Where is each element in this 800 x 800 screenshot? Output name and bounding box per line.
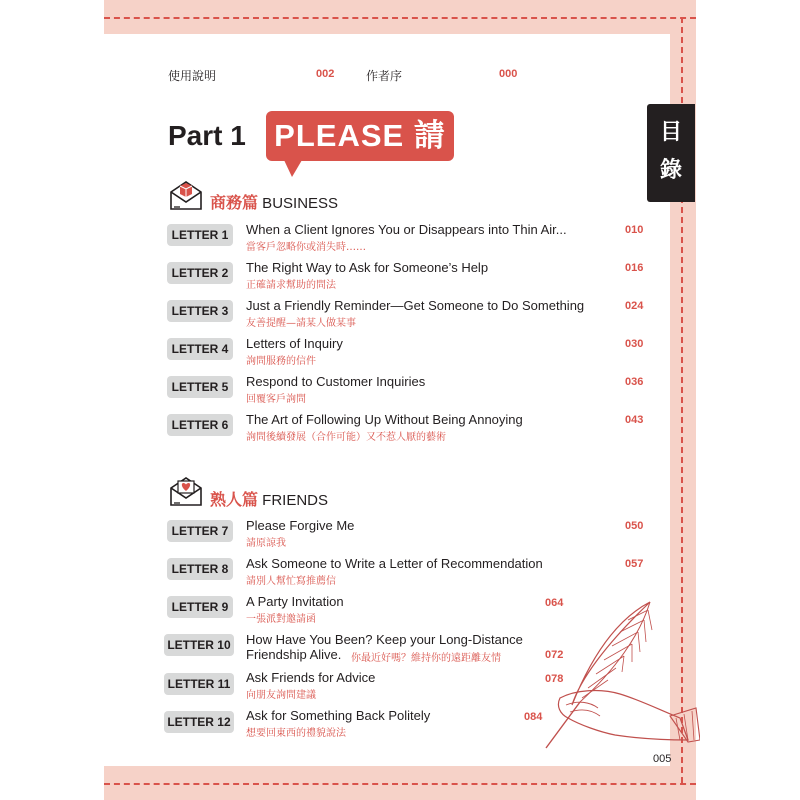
part-title: Part 1: [168, 120, 246, 151]
letter-badge: LETTER 2: [167, 262, 233, 284]
section-friends-en: FRIENDS: [258, 492, 329, 509]
letter-page: 024: [625, 300, 644, 312]
letter-badge: LETTER 12: [164, 711, 234, 733]
letter-title-en-line2[interactable]: Friendship Alive.: [246, 647, 342, 662]
letter-page: 057: [625, 558, 644, 570]
letter-badge: LETTER 10: [164, 634, 234, 656]
letter-badge: LETTER 9: [167, 596, 233, 618]
letter-title-en[interactable]: Ask for Something Back Politely: [246, 708, 431, 723]
letter-title-zh: 向朋友詢問建議: [246, 690, 316, 701]
envelope-box-icon: [168, 178, 204, 212]
letter-title-en[interactable]: A Party Invitation: [246, 594, 344, 609]
letter-badge: LETTER 4: [167, 338, 233, 360]
letter-title-zh: 當客戶忽略你或消失時……: [246, 242, 366, 253]
letter-page: 072: [545, 649, 564, 661]
letter-title-zh: 詢問後續發展（合作可能）又不惹人厭的藝術: [246, 432, 446, 443]
letter-page: 084: [524, 711, 543, 723]
letter-title-en[interactable]: How Have You Been? Keep your Long-Distance: [246, 632, 523, 647]
letter-title-en[interactable]: Letters of Inquiry: [246, 336, 343, 351]
envelope-heart-icon: [168, 474, 204, 508]
toc-tab-char-1: 目: [659, 120, 682, 145]
toc-tab-char-2: 錄: [659, 158, 682, 183]
letter-title-zh: 回覆客戶詢問: [246, 394, 306, 405]
letter-title-en[interactable]: Just a Friendly Reminder—Get Someone to Do Something: [246, 298, 585, 313]
section-business-heading: [210, 190, 338, 213]
letter-title-zh: 請別人幫忙寫推薦信: [246, 576, 336, 587]
letter-title-en[interactable]: The Right Way to Ask for Someone’s Help: [246, 260, 489, 275]
toc-tab: [647, 104, 695, 202]
letter-title-zh: 一張派對邀請函: [246, 614, 316, 625]
letter-page: 064: [545, 597, 564, 609]
letter-title-en[interactable]: Respond to Customer Inquiries: [246, 374, 426, 389]
letter-badge: LETTER 6: [167, 414, 233, 436]
intro-preface-label: 作者序: [366, 69, 403, 83]
bubble-tail: [284, 160, 302, 177]
section-business-en: BUSINESS: [258, 195, 339, 212]
letter-page: 043: [625, 414, 644, 426]
letter-badge: LETTER 7: [167, 520, 233, 542]
intro-usage-page: 002: [316, 68, 335, 80]
letter-page: 078: [545, 673, 564, 685]
top-dashed-border: [104, 17, 696, 19]
intro-preface-page: 000: [499, 68, 518, 80]
letter-title-zh: 詢問服務的信件: [246, 356, 316, 367]
intro-usage-label: 使用說明: [168, 69, 217, 83]
letter-title-zh: 友善提醒—請某人做某事: [246, 318, 356, 329]
letter-badge: LETTER 5: [167, 376, 233, 398]
letter-title-en[interactable]: When a Client Ignores You or Disappears into Thin Air...: [246, 222, 567, 237]
letter-title-zh: 想要回東西的禮貌說法: [246, 728, 346, 739]
letter-title-en[interactable]: Ask Someone to Write a Letter of Recommendation: [246, 556, 543, 571]
letter-badge: LETTER 11: [164, 673, 234, 695]
feather-pen-illustration: [520, 590, 700, 760]
letter-title-zh: 正確請求幫助的問法: [246, 280, 336, 291]
bottom-dashed-border: [104, 783, 696, 785]
letter-page: 010: [625, 224, 644, 236]
letter-badge: LETTER 1: [167, 224, 233, 246]
letter-badge: LETTER 8: [167, 558, 233, 580]
letter-title-zh: 你最近好嗎？維持你的遠距離友情: [351, 653, 501, 664]
letter-page: 016: [625, 262, 644, 274]
letter-badge: LETTER 3: [167, 300, 233, 322]
letter-page: 030: [625, 338, 644, 350]
letter-page: 050: [625, 520, 644, 532]
section-friends-heading: [210, 487, 328, 510]
letter-page: 036: [625, 376, 644, 388]
letter-title-en[interactable]: Please Forgive Me: [246, 518, 355, 533]
section-friends-zh: 熟人篇: [210, 490, 259, 509]
section-business-zh: 商務篇: [210, 193, 259, 212]
page-number: 005: [653, 753, 672, 765]
part-bubble: PLEASE 請: [266, 111, 454, 161]
letter-title-zh: 請原諒我: [246, 538, 286, 549]
letter-title-en[interactable]: The Art of Following Up Without Being Annoying: [246, 412, 523, 427]
letter-title-en[interactable]: Ask Friends for Advice: [246, 670, 376, 685]
